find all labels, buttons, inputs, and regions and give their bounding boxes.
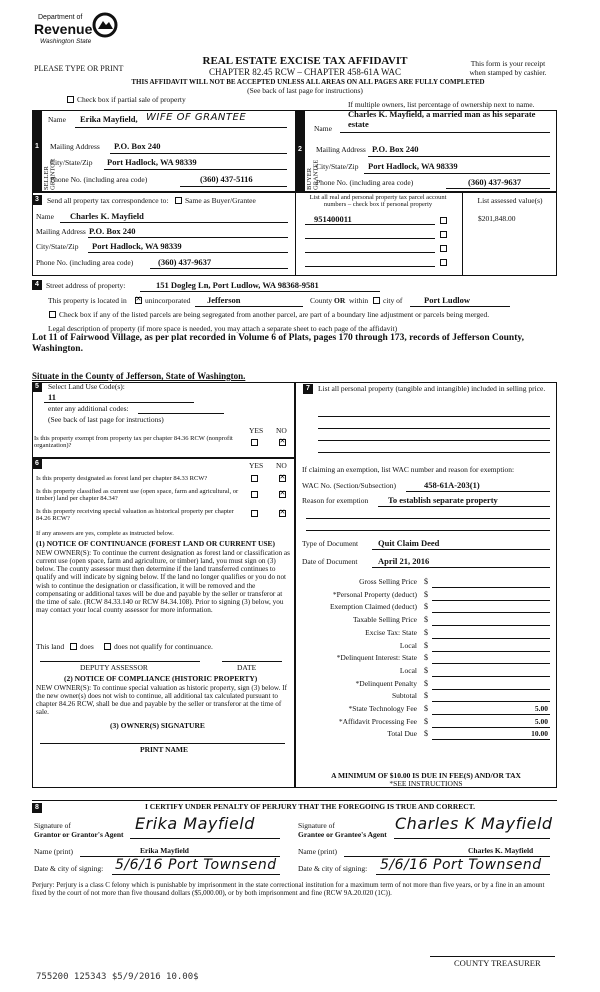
- section-4-number: 4: [32, 280, 42, 290]
- line: [88, 252, 288, 253]
- line: [44, 402, 194, 403]
- section-2-number: 2: [295, 145, 305, 155]
- county-treasurer: COUNTY TREASURER: [454, 958, 541, 968]
- corr-city-label: City/State/Zip: [36, 242, 79, 251]
- line: [410, 306, 510, 307]
- line: [305, 266, 435, 267]
- fee-label: *State Technology Fee: [348, 704, 417, 713]
- s6-if-yes: If any answers are yes, complete as instructed below.: [36, 530, 174, 537]
- assessed-heading: List assessed value(s): [477, 196, 543, 205]
- grantor-signature: Erika Mayfield: [135, 814, 255, 833]
- personal-property-checkbox[interactable]: [440, 259, 447, 266]
- county-value: Jefferson: [207, 295, 241, 305]
- line: [75, 127, 287, 128]
- assessed-value: $201,848.00: [478, 214, 516, 223]
- fee-line: [432, 689, 550, 690]
- fee-label: Gross Selling Price: [359, 577, 417, 586]
- fee-value: 5.00: [534, 704, 548, 713]
- line: [368, 156, 550, 157]
- notice1-body: NEW OWNER(S): To continue the current designation as forest land or classification as current use (open space, farm and agriculture, or timber) land, you must sign on (3) below. The county assessor must then determine if the land transferred continues to qualify and will indicate by signing below. If the land no longer qualifies or you do not wish to continue the designation or classification, it will be removed and the compensating or additional taxes will be due and payable by the seller or transferor at the time of sale. (RCW 84.33.140 or RCW 84.34.108). Prior to signing (3) below, you may contact your local county assessor for more information.: [36, 549, 290, 614]
- line: [394, 838, 550, 839]
- reason-value: To establish separate property: [388, 495, 498, 505]
- seller-city-label: City/State/Zip: [50, 158, 93, 167]
- fee-dollar-sign: $: [424, 641, 428, 650]
- s6-yes: YES: [249, 461, 264, 470]
- grantee-sig-label-2: Grantee or Grantee's Agent: [298, 830, 387, 839]
- seller-phone-value: (360) 437-5116: [200, 174, 253, 184]
- notice2-title: (2) NOTICE OF COMPLIANCE (HISTORIC PROPERTY): [64, 674, 258, 683]
- grantee-date-label: Date & city of signing:: [298, 864, 368, 873]
- does-checkbox[interactable]: [70, 643, 77, 650]
- line: [406, 491, 550, 492]
- correspondence-heading: Send all property tax correspondence to:: [47, 196, 169, 205]
- perjury-text: Perjury: Perjury is a class C felony which is punishable by imprisonment in the state correctional institution for a maximum term of not more than five years, or by a fine in an amount fixed by the court of not more than five thousand dollars ($5,000.00), or by both imprisonment and fine (RCW 9A.20.020 (1C)).: [32, 881, 545, 898]
- seller-mailing-value: P.O. Box 240: [114, 141, 161, 151]
- exempt-question: Is this property exempt from property tax per chapter 84.36 RCW (nonprofit organization)?: [34, 435, 233, 450]
- line: [150, 268, 288, 269]
- corr-name-label: Name: [36, 212, 54, 221]
- line: [112, 874, 280, 875]
- partial-sale-checkbox[interactable]: [67, 96, 74, 103]
- fee-dollar-sign: $: [424, 729, 428, 738]
- section-5-number: 5: [32, 382, 42, 392]
- line: [60, 222, 288, 223]
- section-8-number: 8: [32, 803, 42, 813]
- line: [140, 291, 380, 292]
- line: [40, 743, 285, 744]
- notice1-title: (1) NOTICE OF CONTINUANCE (FOREST LAND OR CURRENT USE): [36, 539, 276, 548]
- grantor-name-label: Name (print): [34, 847, 73, 856]
- form-warning: THIS AFFIDAVIT WILL NOT BE ACCEPTED UNLESS ALL AREAS ON ALL PAGES ARE FULLY COMPLETED: [131, 78, 485, 86]
- situate-text: Situate in the County of Jefferson, State of Washington.: [32, 371, 246, 381]
- seller-side-label: SELLER GRANTOR: [43, 158, 57, 190]
- this-land: This land: [36, 642, 65, 651]
- line: [318, 416, 550, 417]
- section-1-number: 1: [32, 142, 42, 152]
- fee-dollar-sign: $: [424, 679, 428, 688]
- personal-property-checkbox[interactable]: [440, 245, 447, 252]
- see-instructions: *SEE INSTRUCTIONS: [389, 779, 463, 788]
- print-name: PRINT NAME: [140, 745, 188, 754]
- wac-label: WAC No. (Section/Subsection): [302, 481, 396, 490]
- logo-revenue: Revenue: [34, 21, 93, 37]
- fee-label: *Delinquent Penalty: [355, 679, 417, 688]
- or-label: OR: [334, 296, 346, 305]
- fee-line: [432, 651, 550, 652]
- buyer-phone-label: Phone No. (including area code): [316, 178, 414, 187]
- grantee-signature: Charles K Mayfield: [395, 814, 553, 833]
- county-label: County: [310, 296, 333, 305]
- q2-no-checkbox[interactable]: [279, 491, 286, 498]
- fee-dollar-sign: $: [424, 628, 428, 637]
- fee-label: *Affidavit Processing Fee: [338, 717, 417, 726]
- certify-text: I CERTIFY UNDER PENALTY OF PERJURY THAT THE FOREGOING IS TRUE AND CORRECT.: [144, 802, 475, 811]
- fee-label: Local: [399, 641, 417, 650]
- fee-dollar-sign: $: [424, 666, 428, 675]
- form-see-back: (See back of last page for instructions): [247, 86, 363, 95]
- seller-name-handwritten: WIFE OF GRANTEE: [146, 112, 247, 123]
- s6-q1: Is this property designated as forest land per chapter 84.33 RCW?: [36, 475, 208, 482]
- grantee-name-label: Name (print): [298, 847, 337, 856]
- buyer-name-label: Name: [314, 124, 332, 133]
- same-as-buyer-label: Same as Buyer/Grantee: [185, 196, 256, 205]
- land-use-value: 11: [48, 392, 57, 402]
- buyer-name-value: Charles K. Mayfield, a married man as his separate estate: [348, 109, 536, 129]
- line: [318, 440, 550, 441]
- line: [430, 956, 555, 957]
- city-of-checkbox[interactable]: [373, 297, 380, 304]
- grantee-sig-label-1: Signature of: [298, 821, 335, 830]
- fee-line: [432, 727, 550, 728]
- fee-line: [432, 600, 550, 601]
- grantee-date-city: 5/6/16 Port Townsend: [380, 857, 542, 873]
- section-7-number: 7: [303, 384, 313, 394]
- line: [364, 173, 550, 174]
- land-use-yes: YES: [249, 426, 264, 435]
- grantor-date-city: 5/6/16 Port Townsend: [115, 857, 277, 873]
- q2-yes-checkbox[interactable]: [251, 491, 258, 498]
- reason-label: Reason for exemption: [302, 496, 369, 505]
- buyer-side-label: BUYER GRANTEE: [306, 159, 320, 190]
- does-not-label: does not qualify for continuance.: [114, 642, 213, 651]
- city-of-label: city of: [383, 296, 403, 305]
- notice2-body: NEW OWNER(S): To continue special valuation as historic property, sign (3) below. If the new owner(s) does not wish to continue, all additional tax calculated pursuant to chapter 84.26 RCW, shall be due and payable by the seller or transferor at the time of sale.: [36, 684, 287, 717]
- personal-property-label: List all personal property (tangible and intangible) included in selling price.: [318, 384, 546, 393]
- line: [110, 153, 287, 154]
- unincorporated-checkbox[interactable]: [135, 297, 142, 304]
- line: [306, 518, 550, 519]
- fee-dollar-sign: $: [424, 590, 428, 599]
- grantor-sig-label-1: Signature of: [34, 821, 71, 830]
- corr-mailing-label: Mailing Address: [36, 227, 86, 236]
- seller-name-label: Name: [48, 115, 66, 124]
- line: [222, 661, 282, 662]
- fee-line: [432, 625, 550, 626]
- line: [138, 413, 224, 414]
- owner-signature: (3) OWNER(S) SIGNATURE: [110, 721, 205, 730]
- receipt-note: This form is your receipt when stamped by cashier.: [469, 59, 547, 77]
- form-chapter: CHAPTER 82.45 RCW – CHAPTER 458-61A WAC: [209, 67, 401, 77]
- fee-dollar-sign: $: [424, 602, 428, 611]
- divider: [295, 192, 296, 276]
- logo-state: Washington State: [40, 38, 92, 45]
- fee-line: [432, 739, 550, 740]
- s6-q3: Is this property receiving special valuation as historical property per chapter 84.26 RCW?: [36, 508, 234, 523]
- q3-yes-checkbox[interactable]: [251, 510, 258, 517]
- parcel-number: 951400011: [314, 214, 352, 224]
- section-3-number: 3: [32, 195, 42, 205]
- wac-value: 458-61A-203(1): [424, 480, 480, 490]
- corr-city-value: Port Hadlock, WA 98339: [92, 241, 182, 251]
- fee-label: Subtotal: [391, 691, 417, 700]
- fee-label: *Delinquent Interest: State: [336, 653, 417, 662]
- buyer-city-value: Port Hadlock, WA 98339: [368, 161, 458, 171]
- line: [376, 874, 550, 875]
- s6-no: NO: [276, 461, 287, 470]
- seller-city-value: Port Hadlock, WA 98339: [107, 157, 197, 167]
- legal-value: Lot 11 of Fairwood Village, as per plat recorded in Volume 6 of Plats, pages 170 through 173, records of Jefferson County, Washington.: [32, 333, 524, 355]
- fee-dollar-sign: $: [424, 717, 428, 726]
- seller-phone-label: Phone No. (including area code): [50, 175, 148, 184]
- fee-label: *Personal Property (deduct): [332, 590, 417, 599]
- line: [372, 567, 550, 568]
- city-value: Port Ludlow: [424, 295, 471, 305]
- grantor-date-label: Date & city of signing:: [34, 864, 104, 873]
- legal-label: Legal description of property (if more space is needed, you may attach a separate sheet to each page of the affidavit): [48, 324, 398, 333]
- land-use-see-back: (See back of last page for instructions): [48, 415, 164, 424]
- line: [306, 530, 550, 531]
- line: [40, 661, 200, 662]
- exempt-yes-checkbox[interactable]: [251, 439, 258, 446]
- parcels-heading: List all real and personal property tax parcel account numbers – check box if personal property: [309, 194, 447, 209]
- line: [130, 838, 280, 839]
- q3-no-checkbox[interactable]: [279, 510, 286, 517]
- fee-label: Total Due: [387, 729, 417, 738]
- personal-property-checkbox[interactable]: [440, 217, 447, 224]
- line: [88, 237, 288, 238]
- located-text: This property is located in: [48, 296, 127, 305]
- street-label: Street address of property:: [46, 281, 126, 290]
- line: [318, 428, 550, 429]
- doc-type-value: Quit Claim Deed: [378, 538, 440, 548]
- corr-phone-value: (360) 437-9637: [158, 257, 212, 267]
- street-value: 151 Dogleg Ln, Port Ludlow, WA 98368-9581: [156, 280, 319, 290]
- partial-sale-label: Check box if partial sale of property: [77, 95, 186, 104]
- fee-line: [432, 638, 550, 639]
- exemption-label: If claiming an exemption, list WAC number and reason for exemption:: [302, 465, 515, 474]
- fee-dollar-sign: $: [424, 615, 428, 624]
- fee-label: Local: [399, 666, 417, 675]
- fee-line: [432, 663, 550, 664]
- line: [318, 452, 550, 453]
- deputy-assessor: DEPUTY ASSESSOR: [80, 663, 148, 672]
- fee-dollar-sign: $: [424, 704, 428, 713]
- s6-q2: Is this property classified as current use (open space, farm and agricultural, or timber) land per chapter 84.34?: [36, 488, 239, 503]
- unincorporated-label: unincorporated: [145, 296, 191, 305]
- does-not-checkbox[interactable]: [104, 643, 111, 650]
- segregated-label: Check box if any of the listed parcels are being segregated from another parcel, are part of a boundary line adjustment or parcels being merged.: [59, 310, 490, 319]
- buyer-mailing-value: P.O. Box 240: [372, 144, 419, 154]
- corr-name-value: Charles K. Mayfield: [70, 211, 144, 221]
- line: [372, 549, 550, 550]
- grantee-name-print: Charles K. Mayfield: [468, 846, 534, 855]
- fee-label: Taxable Selling Price: [352, 615, 417, 624]
- divider: [462, 192, 463, 276]
- buyer-phone-value: (360) 437-9637: [468, 177, 522, 187]
- doc-type-label: Type of Document: [302, 539, 359, 548]
- fee-line: [432, 612, 550, 613]
- exempt-no-checkbox[interactable]: [279, 439, 286, 446]
- grantor-sig-label-2: Grantor or Grantor's Agent: [34, 830, 124, 839]
- fee-dollar-sign: $: [424, 653, 428, 662]
- line: [104, 169, 287, 170]
- additional-codes: enter any additional codes:: [48, 404, 129, 413]
- buyer-mailing-label: Mailing Address: [316, 145, 366, 154]
- fee-line: [432, 587, 550, 588]
- same-as-buyer-checkbox[interactable]: [175, 197, 182, 204]
- land-use-no: NO: [276, 426, 287, 435]
- q1-yes-checkbox[interactable]: [251, 475, 258, 482]
- section-6-number: 6: [32, 459, 42, 469]
- fee-label: Excise Tax: State: [365, 628, 417, 637]
- line: [378, 506, 550, 507]
- corr-phone-label: Phone No. (including area code): [36, 258, 134, 267]
- does-label: does: [80, 642, 94, 651]
- dor-logo: [34, 12, 120, 54]
- buyer-city-label: City/State/Zip: [316, 162, 359, 171]
- fee-line: [432, 714, 550, 715]
- line: [446, 188, 550, 189]
- line: [305, 224, 435, 225]
- doc-date-value: April 21, 2016: [378, 556, 430, 566]
- line: [305, 238, 435, 239]
- fee-label: Exemption Claimed (deduct): [329, 602, 417, 611]
- logo-dept: Department of: [38, 14, 83, 21]
- line: [195, 306, 303, 307]
- fee-line: [432, 701, 550, 702]
- line: [340, 132, 550, 133]
- logo-mountain-icon: [92, 12, 118, 38]
- fee-dollar-sign: $: [424, 577, 428, 586]
- fee-line: [432, 676, 550, 677]
- minimum-note: A MINIMUM OF $10.00 IS DUE IN FEE(S) AND/OR TAX: [331, 771, 521, 780]
- form-title: REAL ESTATE EXCISE TAX AFFIDAVIT: [202, 55, 408, 67]
- corr-mailing-value: P.O. Box 240: [89, 226, 136, 236]
- multiple-owners-note: If multiple owners, list percentage of ownership next to name.: [348, 100, 535, 109]
- seller-mailing-label: Mailing Address: [50, 142, 100, 151]
- within-label: within: [349, 296, 369, 305]
- doc-date-label: Date of Document: [302, 557, 358, 566]
- seller-name-value: Erika Mayfield,: [80, 114, 138, 124]
- segregated-checkbox[interactable]: [49, 311, 56, 318]
- cashier-stamp: 755200 125343 $5/9/2016 10.00$: [36, 972, 199, 982]
- fee-value: 5.00: [534, 717, 548, 726]
- personal-property-checkbox[interactable]: [440, 231, 447, 238]
- fee-dollar-sign: $: [424, 691, 428, 700]
- line: [305, 252, 435, 253]
- type-or-print: PLEASE TYPE OR PRINT: [34, 64, 124, 73]
- deputy-date: DATE: [237, 663, 257, 672]
- line: [180, 186, 287, 187]
- land-use-label: Select Land Use Code(s):: [48, 382, 125, 391]
- grantor-name-print: Erika Mayfield: [140, 846, 189, 855]
- q1-no-checkbox[interactable]: [279, 475, 286, 482]
- fee-value: 10.00: [531, 729, 548, 738]
